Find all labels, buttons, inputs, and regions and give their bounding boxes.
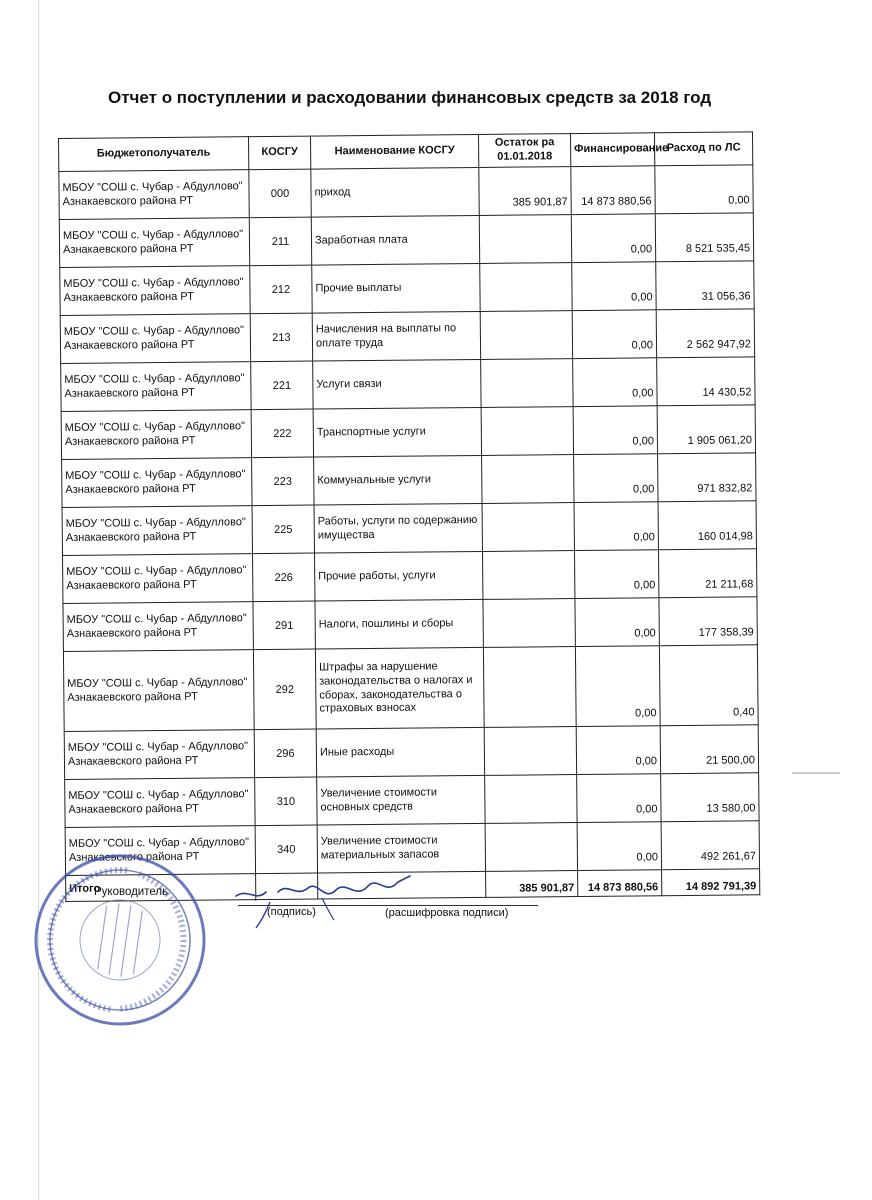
row-expense: 1 905 061,20 (657, 405, 755, 454)
finance-report-table (58, 131, 760, 902)
row-kosgu-name: Увеличение стоимости основных средств (317, 775, 485, 825)
total-label: Итого (66, 874, 256, 902)
row-kosgu-name: Штрафы за нарушение законодательства о налогах и сборах, законодательства о страховых взносах (315, 647, 484, 729)
table-row (61, 357, 755, 412)
row-kosgu-name: Иные расходы (316, 727, 484, 777)
table-body (59, 165, 760, 876)
row-kosgu-name: Транспортные услуги (313, 407, 481, 457)
row-financing: 0,00 (577, 822, 661, 871)
handwritten-signature (226, 862, 436, 932)
row-expense: 160 014,98 (658, 501, 756, 550)
table-row (60, 261, 754, 316)
row-financing: 0,00 (572, 310, 656, 359)
row-financing: 0,00 (571, 214, 655, 263)
row-kosgu-code: 292 (253, 649, 316, 730)
row-kosgu-code: 225 (252, 505, 314, 554)
row-balance (485, 775, 577, 824)
header-kosgu-name: Наименование КОСГУ (310, 134, 478, 169)
total-balance: 385 901,87 (486, 871, 578, 898)
row-kosgu-name: Налоги, пошлины и сборы (315, 599, 483, 649)
row-kosgu-code: 291 (253, 601, 315, 650)
row-recipient: МБОУ "СОШ с. Чубар - Абдуллово" Азнакаевского района РТ (65, 826, 255, 876)
row-balance (482, 551, 574, 600)
row-balance (480, 263, 572, 312)
header-recipient: Бюджетополучатель (59, 137, 249, 172)
row-expense: 21 500,00 (660, 725, 758, 774)
row-kosgu-name: Прочие работы, услуги (314, 551, 482, 601)
row-financing: 0,00 (573, 358, 657, 407)
row-balance (482, 455, 574, 504)
row-kosgu-name: Начисления на выплаты по оплате труда (312, 311, 480, 361)
row-kosgu-code: 226 (252, 553, 314, 602)
row-recipient: МБОУ "СОШ с. Чубар - Абдуллово" Азнакаевского района РТ (63, 650, 254, 732)
row-recipient: МБОУ "СОШ с. Чубар - Абдуллово" Азнакаевского района РТ (62, 506, 252, 556)
report-title: Отчет о поступлении и расходовании финансовых средств за 2018 год (108, 88, 712, 107)
row-expense: 14 430,52 (657, 357, 755, 406)
row-financing: 0,00 (576, 726, 660, 775)
row-balance (481, 407, 573, 456)
row-kosgu-name: Работы, услуги по содержанию имущества (314, 503, 482, 553)
row-balance (483, 647, 576, 728)
row-kosgu-code: 310 (255, 777, 317, 826)
table-row (65, 773, 759, 828)
row-kosgu-code: 000 (249, 169, 311, 218)
row-financing: 0,00 (575, 646, 660, 727)
row-kosgu-code: 222 (251, 409, 313, 458)
row-expense: 0,00 (655, 165, 753, 214)
scan-mark (792, 772, 840, 774)
row-expense: 0,40 (659, 645, 758, 726)
row-recipient: МБОУ "СОШ с. Чубар - Абдуллово" Азнакаевского района РТ (61, 362, 251, 412)
row-balance (481, 359, 573, 408)
table-row (64, 725, 758, 780)
row-kosgu-code: 213 (250, 313, 312, 362)
row-kosgu-code: 296 (254, 729, 316, 778)
row-expense: 8 521 535,45 (655, 213, 753, 262)
signature-decode-caption: (расшифровка подписи) (385, 907, 509, 919)
row-financing: 0,00 (575, 598, 659, 647)
row-financing: 0,00 (573, 406, 657, 455)
row-kosgu-code: 340 (255, 825, 317, 874)
table-row (63, 549, 757, 604)
row-financing: 14 873 880,56 (571, 166, 655, 215)
row-kosgu-name: Услуги связи (313, 359, 481, 409)
row-recipient: МБОУ "СОШ с. Чубар - Абдуллово" Азнакаевского района РТ (60, 314, 250, 364)
row-expense: 13 580,00 (661, 773, 759, 822)
row-financing: 0,00 (574, 502, 658, 551)
table-row (59, 165, 753, 220)
row-recipient: МБОУ "СОШ с. Чубар - Абдуллово" Азнакаевского района РТ (65, 778, 255, 828)
row-balance (480, 311, 572, 360)
row-recipient: МБОУ "СОШ с. Чубар - Абдуллово" Азнакаевского района РТ (61, 410, 251, 460)
table-row (62, 453, 756, 508)
row-kosgu-code: 221 (251, 361, 313, 410)
total-financing: 14 873 880,56 (578, 870, 662, 897)
row-recipient: МБОУ "СОШ с. Чубар - Абдуллово" Азнакаевского района РТ (62, 458, 252, 508)
row-kosgu-code: 211 (249, 217, 311, 266)
table-row (63, 597, 757, 652)
row-expense: 971 832,82 (658, 453, 756, 502)
row-balance (483, 599, 575, 648)
official-seal-stamp (18, 838, 221, 1041)
scan-edge-line (38, 0, 39, 1200)
row-recipient: МБОУ "СОШ с. Чубар - Абдуллово" Азнакаевского района РТ (64, 730, 254, 780)
table-row (59, 213, 753, 268)
row-kosgu-name: Увеличение стоимости материальных запасов (317, 823, 485, 873)
row-balance (485, 823, 577, 872)
row-balance: 385 901,87 (479, 167, 571, 216)
row-financing: 0,00 (572, 262, 656, 311)
row-recipient: МБОУ "СОШ с. Чубар - Абдуллово" Азнакаевского района РТ (63, 602, 253, 652)
row-kosgu-code: 223 (252, 457, 314, 506)
row-balance (484, 727, 576, 776)
row-financing: 0,00 (574, 454, 658, 503)
row-kosgu-name: Коммунальные услуги (314, 455, 482, 505)
table-row (61, 405, 755, 460)
header-kosgu: КОСГУ (248, 136, 310, 170)
row-kosgu-name: Заработная плата (311, 215, 479, 265)
row-financing: 0,00 (574, 550, 658, 599)
row-expense: 21 211,68 (658, 549, 756, 598)
row-expense: 177 358,39 (659, 597, 757, 646)
row-expense: 492 261,67 (661, 821, 759, 870)
row-recipient: МБОУ "СОШ с. Чубар - Абдуллово" Азнакаевского района РТ (59, 218, 249, 268)
row-kosgu-name: приход (311, 167, 479, 217)
header-balance: Остаток ра 01.01.2018 (478, 134, 570, 168)
table-row (62, 501, 756, 556)
table-row (63, 645, 758, 732)
row-balance (479, 215, 571, 264)
header-financing: Финансирование (570, 133, 654, 167)
row-financing: 0,00 (577, 774, 661, 823)
row-kosgu-name: Прочие выплаты (312, 263, 480, 313)
total-expense: 14 892 791,39 (662, 869, 760, 896)
row-recipient: МБОУ "СОШ с. Чубар - Абдуллово" Азнакаевского района РТ (63, 554, 253, 604)
signature-caption: (подпись) (267, 906, 316, 918)
row-kosgu-code: 212 (250, 265, 312, 314)
header-expense: Расход по ЛС (654, 132, 752, 166)
row-recipient: МБОУ "СОШ с. Чубар - Абдуллово" Азнакаевского района РТ (59, 170, 249, 220)
row-balance (482, 503, 574, 552)
row-expense: 31 056,36 (656, 261, 754, 310)
row-expense: 2 562 947,92 (656, 309, 754, 358)
row-recipient: МБОУ "СОШ с. Чубар - Абдуллово" Азнакаевского района РТ (60, 266, 250, 316)
head-label: Руководитель (94, 886, 169, 898)
table-row (60, 309, 754, 364)
